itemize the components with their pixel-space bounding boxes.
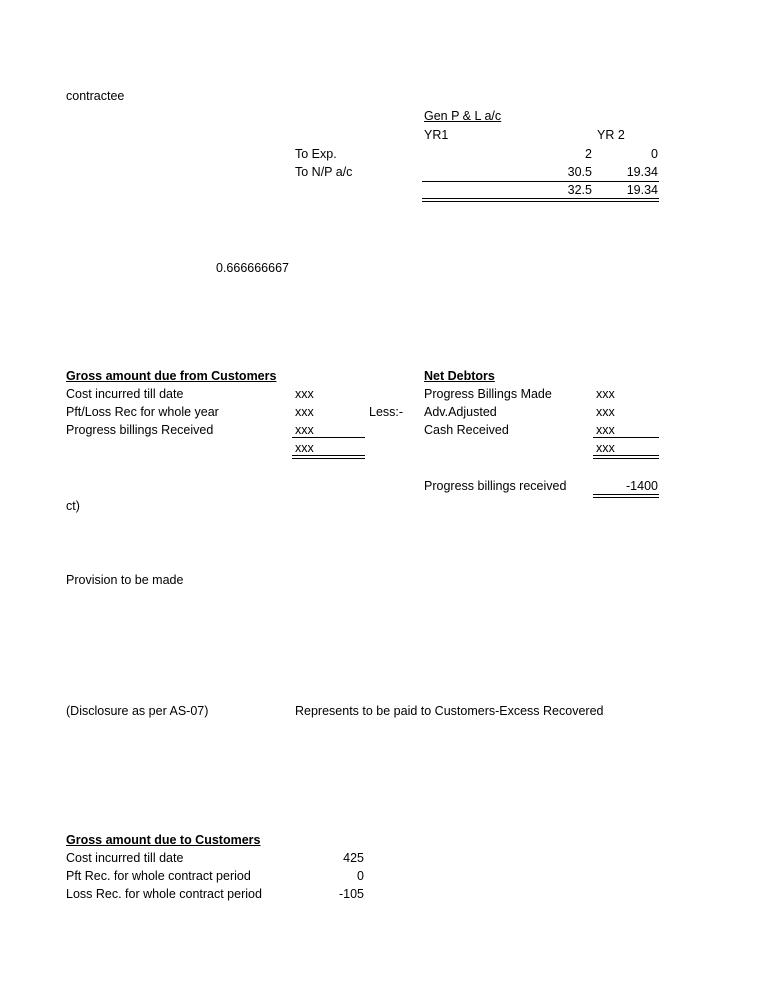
net-debtors-title: Net Debtors [424, 369, 495, 383]
gen-pl-row-label: To N/P a/c [295, 165, 353, 179]
gen-pl-title: Gen P & L a/c [424, 109, 502, 123]
gross-due-to-row-value: 425 [343, 851, 364, 865]
net-debtors-total: xxx [596, 441, 615, 455]
net-debtors-subtotal-rule [593, 437, 659, 438]
progress-billings-received-value: -1400 [626, 479, 658, 493]
net-debtors-row-label: Adv.Adjusted [424, 405, 497, 419]
gen-pl-col-yr1: YR1 [424, 128, 449, 142]
net-debtors-row-value: xxx [596, 387, 615, 401]
gross-due-from-title: Gross amount due from Customers [66, 369, 277, 383]
net-debtors-row-value: xxx [596, 423, 615, 437]
gross-due-to-title: Gross amount due to Customers [66, 833, 261, 847]
ct-fragment: ct) [66, 499, 80, 513]
gross-due-from-row-label: Cost incurred till date [66, 387, 184, 401]
gross-due-to-row-value: 0 [357, 869, 364, 883]
less-label: Less:- [369, 405, 404, 419]
gross-due-from-subtotal-rule [292, 437, 365, 438]
net-debtors-row-label: Cash Received [424, 423, 509, 437]
provision-label: Provision to be made [66, 573, 184, 587]
net-debtors-row-value: xxx [596, 405, 615, 419]
net-debtors-row-label: Progress Billings Made [424, 387, 552, 401]
gross-due-to-row-value: -105 [338, 887, 364, 901]
gross-due-from-row-value: xxx [295, 387, 314, 401]
gen-pl-row-yr1: 30.5 [567, 165, 592, 179]
gross-due-from-row-value: xxx [295, 423, 314, 437]
gen-pl-row-yr1: 2 [585, 147, 592, 161]
gross-due-from-row-label: Progress billings Received [66, 423, 214, 437]
gen-pl-total-double-rule [422, 198, 659, 202]
net-debtors-total-double-rule [593, 455, 659, 459]
gross-due-from-row-value: xxx [295, 405, 314, 419]
gross-due-from-total: xxx [295, 441, 314, 455]
gross-due-from-row-label: Pft/Loss Rec for whole year [66, 405, 219, 419]
gen-pl-row-label: To Exp. [295, 147, 337, 161]
gross-due-from-total-double-rule [292, 455, 365, 459]
gross-due-to-row-label: Pft Rec. for whole contract period [66, 869, 251, 883]
gen-pl-total-yr1: 32.5 [567, 183, 592, 197]
progress-billings-received-label: Progress billings received [424, 479, 567, 493]
gross-due-to-row-label: Loss Rec. for whole contract period [66, 887, 262, 901]
gen-pl-row-yr2: 0 [651, 147, 658, 161]
ratio-value: 0.666666667 [216, 261, 289, 275]
progress-billings-double-rule [593, 494, 659, 498]
contractee-label: contractee [66, 89, 125, 103]
gen-pl-col-yr2: YR 2 [597, 128, 625, 142]
represents-label: Represents to be paid to Customers-Excess Recovered [295, 704, 604, 718]
gen-pl-row-yr2: 19.34 [626, 165, 658, 179]
gross-due-to-row-label: Cost incurred till date [66, 851, 184, 865]
disclosure-label: (Disclosure as per AS-07) [66, 704, 209, 718]
gen-pl-total-yr2: 19.34 [626, 183, 658, 197]
